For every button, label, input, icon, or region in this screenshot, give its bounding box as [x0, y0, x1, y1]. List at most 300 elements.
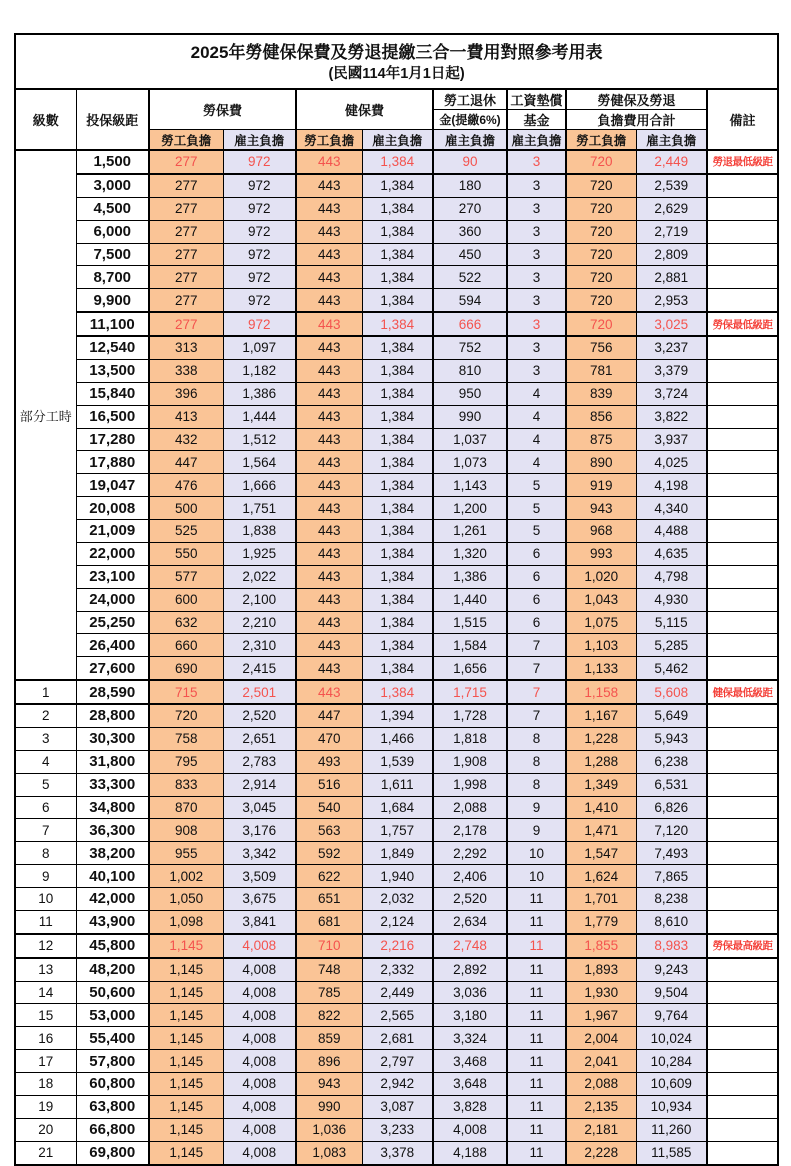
value-cell: 1,444: [223, 405, 296, 428]
value-cell: 972: [223, 266, 296, 289]
level-cell: 12: [15, 934, 76, 958]
bracket-cell: 55,400: [76, 1027, 149, 1050]
value-cell: 720: [566, 266, 636, 289]
level-cell: 11: [15, 910, 76, 933]
value-cell: 1,384: [362, 266, 433, 289]
value-cell: 1,384: [362, 150, 433, 174]
value-cell: 1,394: [362, 704, 433, 727]
value-cell: 6: [507, 588, 566, 611]
value-cell: 2,797: [362, 1050, 433, 1073]
level-cell: 16: [15, 1027, 76, 1050]
value-cell: 180: [433, 174, 507, 197]
value-cell: 1,471: [566, 819, 636, 842]
value-cell: 3,675: [223, 888, 296, 911]
value-cell: 277: [149, 174, 223, 197]
level-cell: 5: [15, 773, 76, 796]
value-cell: 2,719: [636, 220, 707, 243]
value-cell: 7,120: [636, 819, 707, 842]
bracket-cell: 6,000: [76, 220, 149, 243]
level-cell: 7: [15, 819, 76, 842]
value-cell: 7: [507, 634, 566, 657]
bracket-cell: 16,500: [76, 405, 149, 428]
bracket-cell: 3,000: [76, 174, 149, 197]
table-row: [15, 497, 778, 520]
value-cell: 11,260: [636, 1118, 707, 1141]
value-cell: 950: [433, 382, 507, 405]
remark-cell: [707, 750, 778, 773]
col-header-pension-top: 勞工退休: [433, 89, 507, 110]
value-cell: 338: [149, 359, 223, 382]
value-cell: 396: [149, 382, 223, 405]
value-cell: 2,210: [223, 611, 296, 634]
page-subtitle: (民國114年1月1日起): [328, 65, 465, 82]
bracket-cell: 24,000: [76, 588, 149, 611]
value-cell: 6: [507, 611, 566, 634]
table-row: [15, 981, 778, 1004]
value-cell: 277: [149, 197, 223, 220]
value-cell: 968: [566, 520, 636, 543]
value-cell: 1,384: [362, 474, 433, 497]
value-cell: 3,937: [636, 428, 707, 451]
bracket-cell: 40,100: [76, 865, 149, 888]
value-cell: 4: [507, 451, 566, 474]
table-row: [15, 611, 778, 634]
value-cell: 3: [507, 220, 566, 243]
level-cell: 9: [15, 865, 76, 888]
bracket-cell: 17,880: [76, 451, 149, 474]
value-cell: 3: [507, 336, 566, 359]
value-cell: 1,838: [223, 520, 296, 543]
table-row: [15, 727, 778, 750]
table-row: [15, 888, 778, 911]
header-row-1: [15, 89, 778, 110]
level-cell: 14: [15, 981, 76, 1004]
value-cell: 4,008: [223, 1004, 296, 1027]
value-cell: 1,384: [362, 174, 433, 197]
value-cell: 3: [507, 197, 566, 220]
level-cell: 8: [15, 842, 76, 865]
value-cell: 9,764: [636, 1004, 707, 1027]
bracket-cell: 22,000: [76, 542, 149, 565]
col-header-remark: 備註: [707, 89, 778, 150]
value-cell: 1,564: [223, 451, 296, 474]
value-cell: 443: [296, 243, 362, 266]
value-cell: 3,025: [636, 312, 707, 336]
value-cell: 1,384: [362, 220, 433, 243]
remark-cell: [707, 657, 778, 680]
value-cell: 443: [296, 588, 362, 611]
value-cell: 6,238: [636, 750, 707, 773]
value-cell: 1,043: [566, 588, 636, 611]
remark-cell: [707, 359, 778, 382]
value-cell: 720: [566, 289, 636, 312]
value-cell: 1,384: [362, 634, 433, 657]
value-cell: 1,384: [362, 243, 433, 266]
value-cell: 1,757: [362, 819, 433, 842]
value-cell: 443: [296, 220, 362, 243]
value-cell: 2,135: [566, 1095, 636, 1118]
value-cell: 3: [507, 359, 566, 382]
value-cell: 2,783: [223, 750, 296, 773]
value-cell: 1,050: [149, 888, 223, 911]
value-cell: 1,967: [566, 1004, 636, 1027]
value-cell: 1,145: [149, 1004, 223, 1027]
value-cell: 1,849: [362, 842, 433, 865]
value-cell: 2,181: [566, 1118, 636, 1141]
value-cell: 1,145: [149, 1141, 223, 1164]
value-cell: 1,037: [433, 428, 507, 451]
value-cell: 4,008: [223, 981, 296, 1004]
table-header: [15, 34, 778, 150]
value-cell: 1,998: [433, 773, 507, 796]
value-cell: 1,020: [566, 565, 636, 588]
value-cell: 5,649: [636, 704, 707, 727]
value-cell: 2,022: [223, 565, 296, 588]
table-row: [15, 542, 778, 565]
table-row: [15, 428, 778, 451]
level-cell: 21: [15, 1141, 76, 1164]
value-cell: 1,083: [296, 1141, 362, 1164]
table-row: [15, 382, 778, 405]
value-cell: 1,611: [362, 773, 433, 796]
value-cell: 9: [507, 796, 566, 819]
value-cell: 1,228: [566, 727, 636, 750]
value-cell: 4,008: [223, 1141, 296, 1164]
level-cell: 6: [15, 796, 76, 819]
value-cell: 758: [149, 727, 223, 750]
value-cell: 1,384: [362, 565, 433, 588]
level-cell: 10: [15, 888, 76, 911]
value-cell: 11: [507, 1118, 566, 1141]
level-cell: 1: [15, 680, 76, 704]
value-cell: 4,008: [223, 1095, 296, 1118]
value-cell: 681: [296, 910, 362, 933]
remark-cell: [707, 542, 778, 565]
value-cell: 2,228: [566, 1141, 636, 1164]
table-row: [15, 842, 778, 865]
value-cell: 1,940: [362, 865, 433, 888]
value-cell: 313: [149, 336, 223, 359]
table-row: [15, 359, 778, 382]
bracket-cell: 12,540: [76, 336, 149, 359]
value-cell: 8: [507, 750, 566, 773]
value-cell: 2,004: [566, 1027, 636, 1050]
bracket-cell: 20,008: [76, 497, 149, 520]
bracket-cell: 66,800: [76, 1118, 149, 1141]
bracket-cell: 43,900: [76, 910, 149, 933]
value-cell: 5,943: [636, 727, 707, 750]
remark-cell: 勞保最高級距: [707, 934, 778, 958]
value-cell: 2,629: [636, 197, 707, 220]
table-row: [15, 289, 778, 312]
value-cell: 10,284: [636, 1050, 707, 1073]
table-row: [15, 1118, 778, 1141]
value-cell: 1,384: [362, 312, 433, 336]
remark-cell: [707, 197, 778, 220]
value-cell: 4,188: [433, 1141, 507, 1164]
table-row: [15, 588, 778, 611]
value-cell: 795: [149, 750, 223, 773]
title-row: [15, 34, 778, 89]
value-cell: 1,097: [223, 336, 296, 359]
bracket-cell: 57,800: [76, 1050, 149, 1073]
value-cell: 972: [223, 174, 296, 197]
value-cell: 710: [296, 934, 362, 958]
value-cell: 443: [296, 174, 362, 197]
value-cell: 277: [149, 243, 223, 266]
remark-cell: [707, 1050, 778, 1073]
value-cell: 447: [296, 704, 362, 727]
value-cell: 10,609: [636, 1073, 707, 1096]
value-cell: 9: [507, 819, 566, 842]
remark-cell: [707, 1073, 778, 1096]
page-title: 2025年勞健保保費及勞退提繳三合一費用對照參考用表: [190, 42, 603, 62]
value-cell: 1,098: [149, 910, 223, 933]
value-cell: 720: [566, 197, 636, 220]
bracket-cell: 13,500: [76, 359, 149, 382]
remark-cell: [707, 1004, 778, 1027]
value-cell: 10: [507, 865, 566, 888]
value-cell: 1,386: [433, 565, 507, 588]
value-cell: 1,728: [433, 704, 507, 727]
remark-cell: [707, 243, 778, 266]
value-cell: 4,798: [636, 565, 707, 588]
table-row: [15, 474, 778, 497]
value-cell: 443: [296, 197, 362, 220]
value-cell: 3,036: [433, 981, 507, 1004]
value-cell: 622: [296, 865, 362, 888]
value-cell: 2,651: [223, 727, 296, 750]
premium-reference-table: [14, 33, 779, 1166]
value-cell: 919: [566, 474, 636, 497]
value-cell: 752: [433, 336, 507, 359]
value-cell: 2,449: [636, 150, 707, 174]
value-cell: 3,648: [433, 1073, 507, 1096]
bracket-cell: 31,800: [76, 750, 149, 773]
value-cell: 720: [149, 704, 223, 727]
value-cell: 859: [296, 1027, 362, 1050]
remark-cell: [707, 958, 778, 981]
value-cell: 4,008: [223, 1050, 296, 1073]
value-cell: 8,983: [636, 934, 707, 958]
subheader-health-employer: 雇主負擔: [362, 130, 433, 151]
value-cell: 1,073: [433, 451, 507, 474]
value-cell: 3: [507, 174, 566, 197]
value-cell: 270: [433, 197, 507, 220]
value-cell: 443: [296, 312, 362, 336]
value-cell: 2,332: [362, 958, 433, 981]
value-cell: 8: [507, 727, 566, 750]
subheader-health-employee: 勞工負擔: [296, 130, 362, 151]
remark-cell: [707, 289, 778, 312]
col-header-wage-fund-bottom: 基金: [507, 110, 566, 130]
remark-cell: [707, 1095, 778, 1118]
value-cell: 9,504: [636, 981, 707, 1004]
value-cell: 1,384: [362, 520, 433, 543]
value-cell: 550: [149, 542, 223, 565]
value-cell: 1,133: [566, 657, 636, 680]
col-header-wage-fund-top: 工資墊償: [507, 89, 566, 110]
remark-cell: 勞退最低級距: [707, 150, 778, 174]
value-cell: 1,145: [149, 981, 223, 1004]
value-cell: 1,384: [362, 680, 433, 704]
level-cell: 15: [15, 1004, 76, 1027]
value-cell: 720: [566, 150, 636, 174]
value-cell: 660: [149, 634, 223, 657]
value-cell: 1,158: [566, 680, 636, 704]
table-row: [15, 266, 778, 289]
value-cell: 1,410: [566, 796, 636, 819]
value-cell: 3,180: [433, 1004, 507, 1027]
value-cell: 856: [566, 405, 636, 428]
value-cell: 11: [507, 1095, 566, 1118]
value-cell: 4,340: [636, 497, 707, 520]
value-cell: 1,512: [223, 428, 296, 451]
value-cell: 443: [296, 497, 362, 520]
value-cell: 277: [149, 289, 223, 312]
value-cell: 5: [507, 474, 566, 497]
value-cell: 1,384: [362, 197, 433, 220]
table-row: [15, 1073, 778, 1096]
value-cell: 443: [296, 336, 362, 359]
remark-cell: [707, 1118, 778, 1141]
remark-cell: [707, 888, 778, 911]
value-cell: 1,075: [566, 611, 636, 634]
bracket-cell: 27,600: [76, 657, 149, 680]
value-cell: 577: [149, 565, 223, 588]
remark-cell: [707, 428, 778, 451]
value-cell: 443: [296, 611, 362, 634]
value-cell: 1,036: [296, 1118, 362, 1141]
value-cell: 11: [507, 888, 566, 911]
value-cell: 4,025: [636, 451, 707, 474]
value-cell: 3,324: [433, 1027, 507, 1050]
subheader-total-employer: 雇主負擔: [636, 130, 707, 151]
value-cell: 525: [149, 520, 223, 543]
remark-cell: [707, 220, 778, 243]
remark-cell: [707, 474, 778, 497]
reference-table-sheet: [14, 33, 779, 1166]
value-cell: 470: [296, 727, 362, 750]
value-cell: 1,925: [223, 542, 296, 565]
remark-cell: [707, 336, 778, 359]
value-cell: 875: [566, 428, 636, 451]
value-cell: 11: [507, 958, 566, 981]
remark-cell: [707, 773, 778, 796]
value-cell: 443: [296, 405, 362, 428]
value-cell: 1,440: [433, 588, 507, 611]
bracket-cell: 9,900: [76, 289, 149, 312]
value-cell: 1,547: [566, 842, 636, 865]
value-cell: 972: [223, 289, 296, 312]
part-time-cell: 部分工時: [15, 150, 76, 680]
value-cell: 2,310: [223, 634, 296, 657]
value-cell: 2,520: [223, 704, 296, 727]
bracket-cell: 4,500: [76, 197, 149, 220]
value-cell: 8: [507, 773, 566, 796]
remark-cell: [707, 981, 778, 1004]
value-cell: 3: [507, 289, 566, 312]
col-header-bracket: 投保級距: [76, 89, 149, 150]
value-cell: 3,724: [636, 382, 707, 405]
value-cell: 1,539: [362, 750, 433, 773]
bracket-cell: 38,200: [76, 842, 149, 865]
value-cell: 413: [149, 405, 223, 428]
value-cell: 1,715: [433, 680, 507, 704]
value-cell: 4,008: [223, 958, 296, 981]
remark-cell: [707, 704, 778, 727]
value-cell: 3,841: [223, 910, 296, 933]
value-cell: 443: [296, 474, 362, 497]
remark-cell: 健保最低級距: [707, 680, 778, 704]
value-cell: 1,656: [433, 657, 507, 680]
bracket-cell: 28,590: [76, 680, 149, 704]
value-cell: 1,002: [149, 865, 223, 888]
value-cell: 277: [149, 220, 223, 243]
bracket-cell: 28,800: [76, 704, 149, 727]
level-cell: 18: [15, 1073, 76, 1096]
value-cell: 7: [507, 680, 566, 704]
value-cell: 2,501: [223, 680, 296, 704]
value-cell: 1,466: [362, 727, 433, 750]
value-cell: 943: [566, 497, 636, 520]
table-row: [15, 796, 778, 819]
value-cell: 1,624: [566, 865, 636, 888]
remark-cell: [707, 520, 778, 543]
table-row: [15, 174, 778, 197]
value-cell: 2,539: [636, 174, 707, 197]
value-cell: 1,684: [362, 796, 433, 819]
bracket-cell: 7,500: [76, 243, 149, 266]
value-cell: 1,384: [362, 451, 433, 474]
value-cell: 2,292: [433, 842, 507, 865]
value-cell: 2,748: [433, 934, 507, 958]
subheader-pension-employer: 雇主負擔: [433, 130, 507, 151]
value-cell: 3,237: [636, 336, 707, 359]
value-cell: 3,822: [636, 405, 707, 428]
value-cell: 516: [296, 773, 362, 796]
bracket-cell: 8,700: [76, 266, 149, 289]
table-row: [15, 1050, 778, 1073]
value-cell: 11: [507, 1027, 566, 1050]
value-cell: 4,488: [636, 520, 707, 543]
value-cell: 1,386: [223, 382, 296, 405]
table-row: [15, 958, 778, 981]
value-cell: 839: [566, 382, 636, 405]
value-cell: 7,865: [636, 865, 707, 888]
value-cell: 90: [433, 150, 507, 174]
value-cell: 4,635: [636, 542, 707, 565]
value-cell: 443: [296, 520, 362, 543]
value-cell: 2,216: [362, 934, 433, 958]
subheader-labor-employer: 雇主負擔: [223, 130, 296, 151]
value-cell: 1,384: [362, 359, 433, 382]
level-cell: 13: [15, 958, 76, 981]
bracket-cell: 50,600: [76, 981, 149, 1004]
value-cell: 1,666: [223, 474, 296, 497]
remark-cell: [707, 819, 778, 842]
value-cell: 1,384: [362, 289, 433, 312]
value-cell: 8,238: [636, 888, 707, 911]
bracket-cell: 63,800: [76, 1095, 149, 1118]
value-cell: 785: [296, 981, 362, 1004]
value-cell: 5: [507, 520, 566, 543]
table-row: [15, 819, 778, 842]
value-cell: 443: [296, 382, 362, 405]
table-row: [15, 750, 778, 773]
value-cell: 990: [433, 405, 507, 428]
bracket-cell: 69,800: [76, 1141, 149, 1164]
